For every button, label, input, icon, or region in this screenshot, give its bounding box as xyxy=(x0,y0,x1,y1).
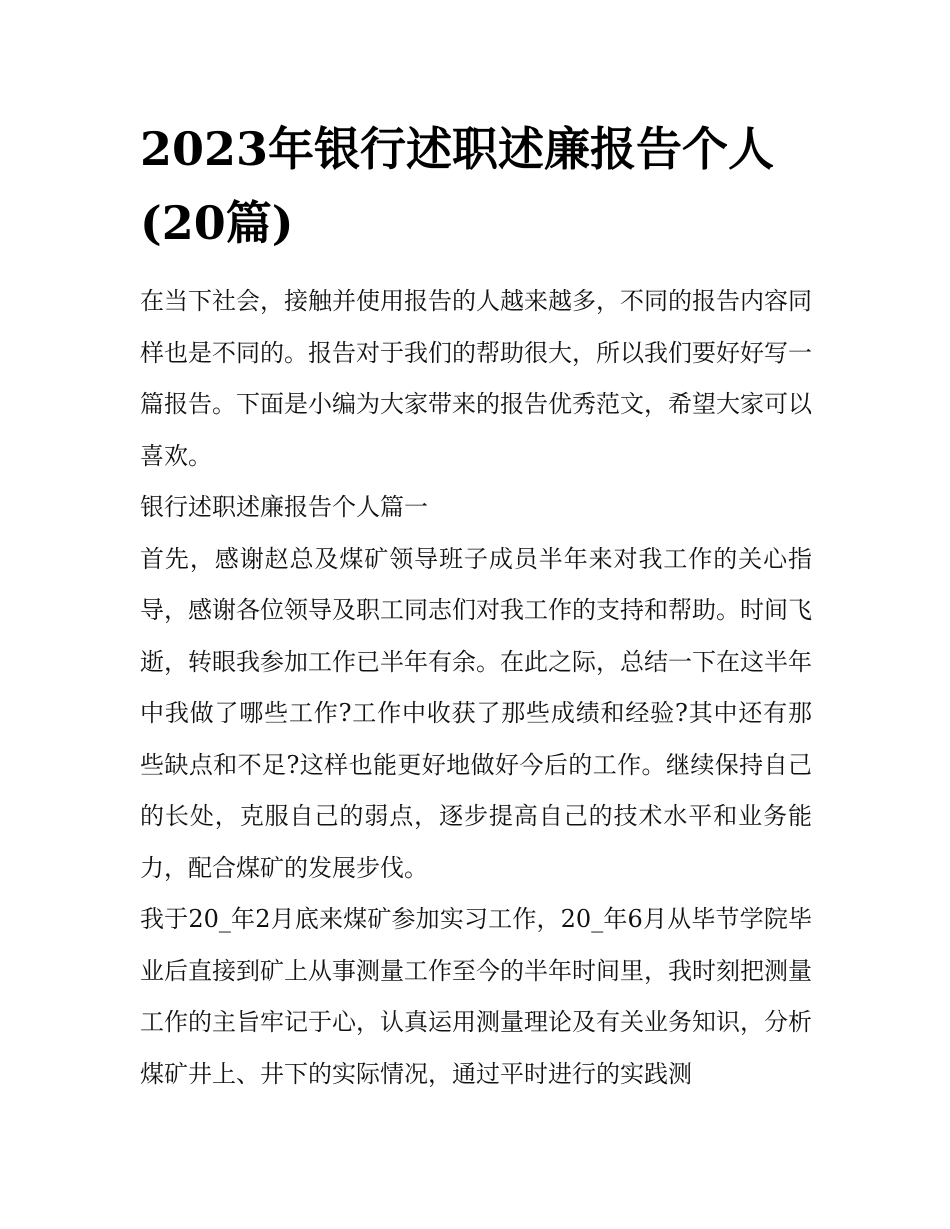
intro-paragraph: 在当下社会，接触并使用报告的人越来越多，不同的报告内容同样也是不同的。报告对于我们的帮助很大，所以我们要好好写一篇报告。下面是小编为大家带来的报告优秀范文，希望大家可以喜欢。 xyxy=(140,287,812,470)
section-heading: 银行述职述廉报告个人篇一 xyxy=(140,493,428,521)
body-paragraph: 首先，感谢赵总及煤矿领导班子成员半年来对我工作的关心指导，感谢各位领导及职工同志们对我工作的支持和帮助。时间飞逝，转眼我参加工作已半年有余。在此之际，总结一下在这半年中我做了哪些工作?工作中收获了那些成绩和经验?其中还有那些缺点和不足?这样也能更好地做好今后的工作。继续保持自己的长处，克服自己的弱点，逐步提高自己的技术水平和业务能力，配合煤矿的发展步伐。 xyxy=(140,544,812,882)
document-body xyxy=(140,276,812,1100)
document-title: 2023年银行述职述廉报告个人(20篇) xyxy=(140,122,775,250)
body-paragraph: 我于20_年2月底来煤矿参加实习工作，20_年6月从毕节学院毕业后直接到矿上从事测量工作至今的半年时间里，我时刻把测量工作的主旨牢记于心，认真运用测量理论及有关业务知识，分析煤矿井上、井下的实际情况，通过平时进行的实践测 xyxy=(140,905,812,1088)
